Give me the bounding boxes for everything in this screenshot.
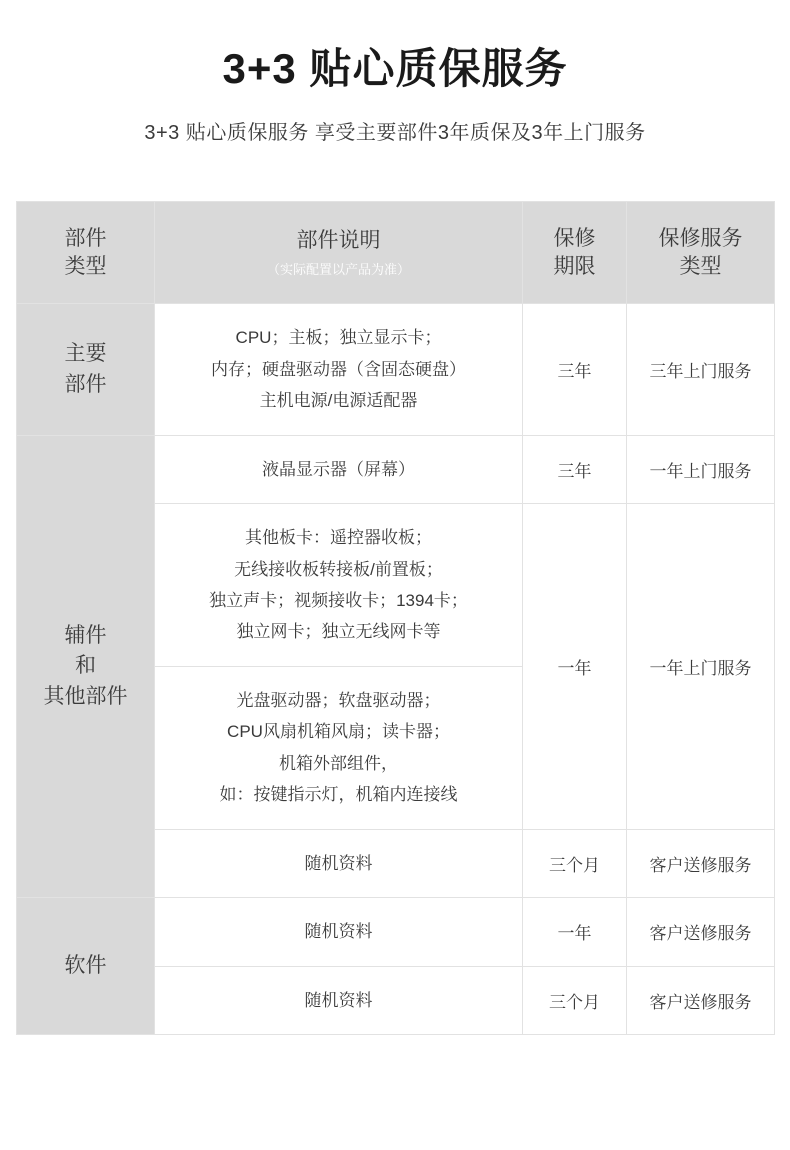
header-subnote: （实际配置以产品为准） xyxy=(266,262,410,278)
desc-line: 主机电源/电源适配器 xyxy=(259,391,418,411)
service-cell: 客户送修服务 xyxy=(627,966,775,1034)
desc-line: 独立声卡；视频接收卡；1394卡； xyxy=(209,591,468,611)
table-header xyxy=(17,202,775,304)
header-line-1: 部件说明 xyxy=(296,228,381,252)
desc-line: 光盘驱动器；软盘驱动器； xyxy=(236,690,441,710)
description-cell xyxy=(155,829,523,897)
desc-line: 机箱外部组件， xyxy=(279,753,398,773)
description-cell xyxy=(155,435,523,503)
description-cell xyxy=(155,504,523,667)
service-cell: 客户送修服务 xyxy=(627,829,775,897)
term-cell: 三个月 xyxy=(523,966,627,1034)
category-line-2: 和 xyxy=(75,654,96,678)
header-line-2: 期限 xyxy=(553,254,596,278)
category-cell-software xyxy=(17,898,155,1035)
category-line-1: 辅件 xyxy=(64,623,107,647)
term-cell: 三个月 xyxy=(523,829,627,897)
warranty-table-wrap xyxy=(16,201,774,1035)
desc-line: 其他板卡：遥控器收板； xyxy=(245,528,432,548)
desc-line: 随机资料 xyxy=(304,853,373,873)
term-cell: 一年 xyxy=(523,898,627,966)
service-cell: 一年上门服务 xyxy=(627,504,775,830)
desc-line: 随机资料 xyxy=(304,922,373,942)
warranty-table xyxy=(16,201,775,1035)
service-cell: 一年上门服务 xyxy=(627,435,775,503)
description-cell xyxy=(155,898,523,966)
category-line-1: 软件 xyxy=(64,954,107,978)
table-row xyxy=(17,304,775,435)
category-line-2: 部件 xyxy=(64,372,107,396)
term-cell: 一年 xyxy=(523,504,627,830)
desc-line: CPU；主板；独立显示卡； xyxy=(235,328,442,348)
service-cell: 客户送修服务 xyxy=(627,898,775,966)
header-row xyxy=(17,202,775,304)
header-cell-description xyxy=(155,202,523,304)
header-cell-service xyxy=(627,202,775,304)
desc-line: 无线接收板转接板/前置板； xyxy=(234,559,443,579)
desc-line: CPU风扇机箱风扇；读卡器； xyxy=(227,722,450,742)
table-row xyxy=(17,435,775,503)
header-line-1: 保修 xyxy=(553,226,596,250)
service-cell: 三年上门服务 xyxy=(627,304,775,435)
table-body xyxy=(17,304,775,1035)
header-cell-term xyxy=(523,202,627,304)
header-line-1: 保修服务 xyxy=(658,226,743,250)
description-cell xyxy=(155,304,523,435)
desc-line: 液晶显示器（屏幕） xyxy=(262,459,415,479)
page-header xyxy=(0,0,790,145)
category-line-1: 主要 xyxy=(64,342,107,366)
category-cell-accessories xyxy=(17,435,155,897)
term-cell: 三年 xyxy=(523,435,627,503)
header-line-1: 部件 xyxy=(64,226,107,250)
description-cell xyxy=(155,666,523,829)
page-title: 3+3 贴心质保服务 xyxy=(222,45,568,92)
header-cell-category xyxy=(17,202,155,304)
category-line-3: 其他部件 xyxy=(43,684,128,708)
page-subtitle: 3+3 贴心质保服务 享受主要部件3年质保及3年上门服务 xyxy=(144,122,646,145)
desc-line: 内存；硬盘驱动器（含固态硬盘） xyxy=(211,359,466,379)
category-cell-main-parts xyxy=(17,304,155,435)
description-cell xyxy=(155,966,523,1034)
desc-line: 随机资料 xyxy=(304,990,373,1010)
table-row xyxy=(17,898,775,966)
header-line-2: 类型 xyxy=(64,254,107,278)
desc-line: 如：按键指示灯，机箱内连接线 xyxy=(219,785,458,805)
term-cell: 三年 xyxy=(523,304,627,435)
desc-line: 独立网卡；独立无线网卡等 xyxy=(236,622,441,642)
header-line-2: 类型 xyxy=(679,254,722,278)
